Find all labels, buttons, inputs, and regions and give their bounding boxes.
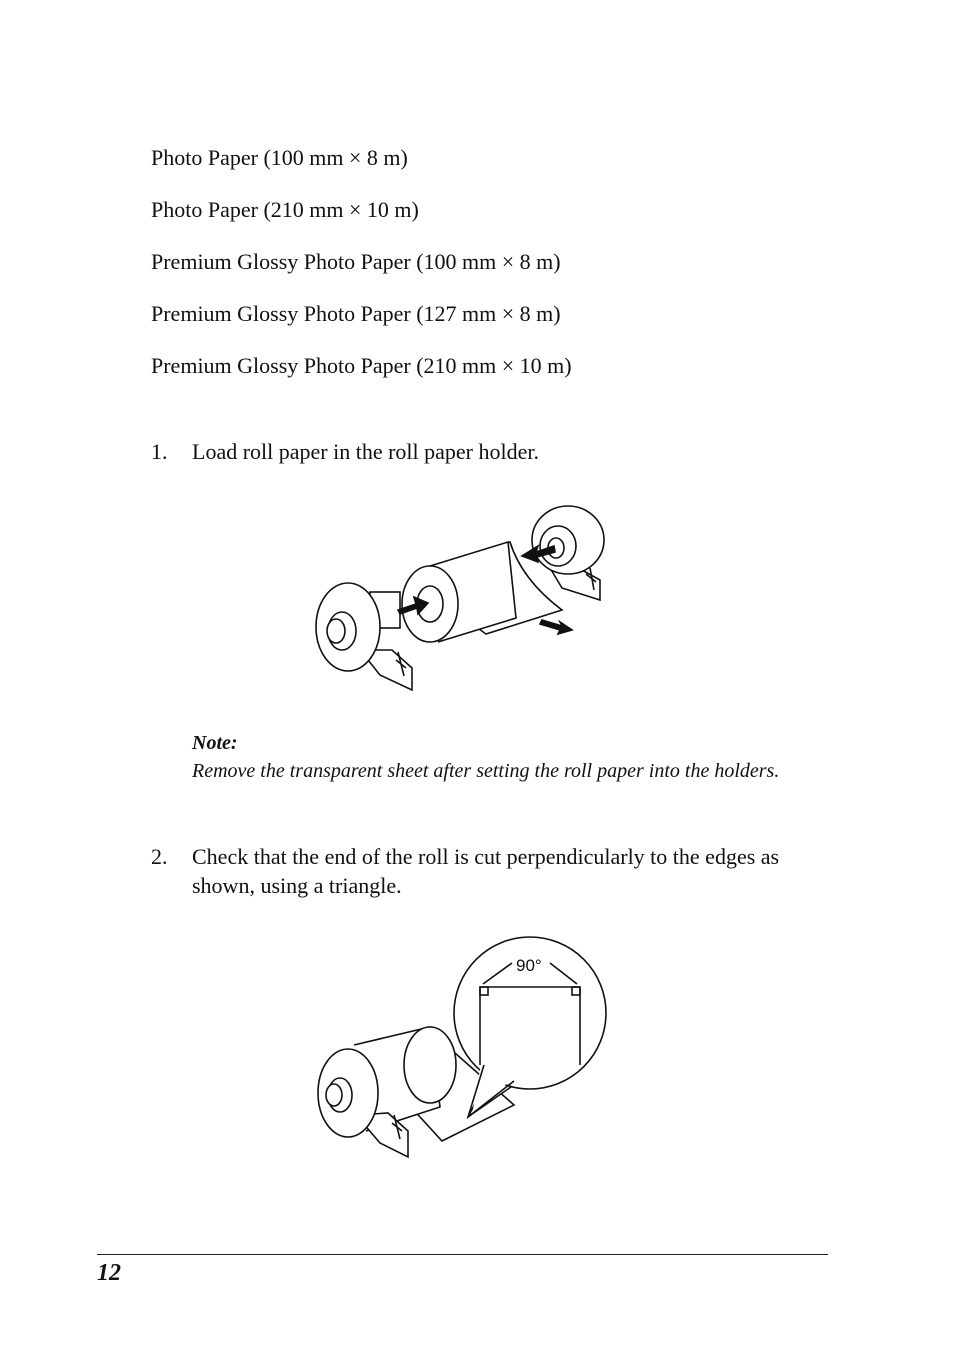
paper-type-item: Photo Paper (100 mm × 8 m) [151,145,408,170]
note-label: Note: [192,732,238,754]
paper-type-item: Photo Paper (210 mm × 10 m) [151,197,419,222]
perpendicular-cut-illustration [300,935,620,1165]
step-text: Load roll paper in the roll paper holder. [192,439,539,464]
step-number: 2. [151,844,168,869]
note-text: Remove the transparent sheet after setting the roll paper into the holders. [192,760,780,782]
step-number: 1. [151,439,168,464]
step-text: Check that the end of the roll is cut perpendicularly to the edges as shown, using a triangle. [192,844,780,898]
footer-rule [97,1254,828,1255]
paper-type-item: Premium Glossy Photo Paper (100 mm × 8 m) [151,249,561,274]
note-block [192,729,832,785]
page-number: 12 [97,1260,121,1286]
paper-type-item: Premium Glossy Photo Paper (210 mm × 10 m) [151,353,572,378]
angle-label: 90° [516,956,542,975]
paper-type-item: Premium Glossy Photo Paper (127 mm × 8 m) [151,301,561,326]
roll-paper-holder-illustration [300,500,620,700]
